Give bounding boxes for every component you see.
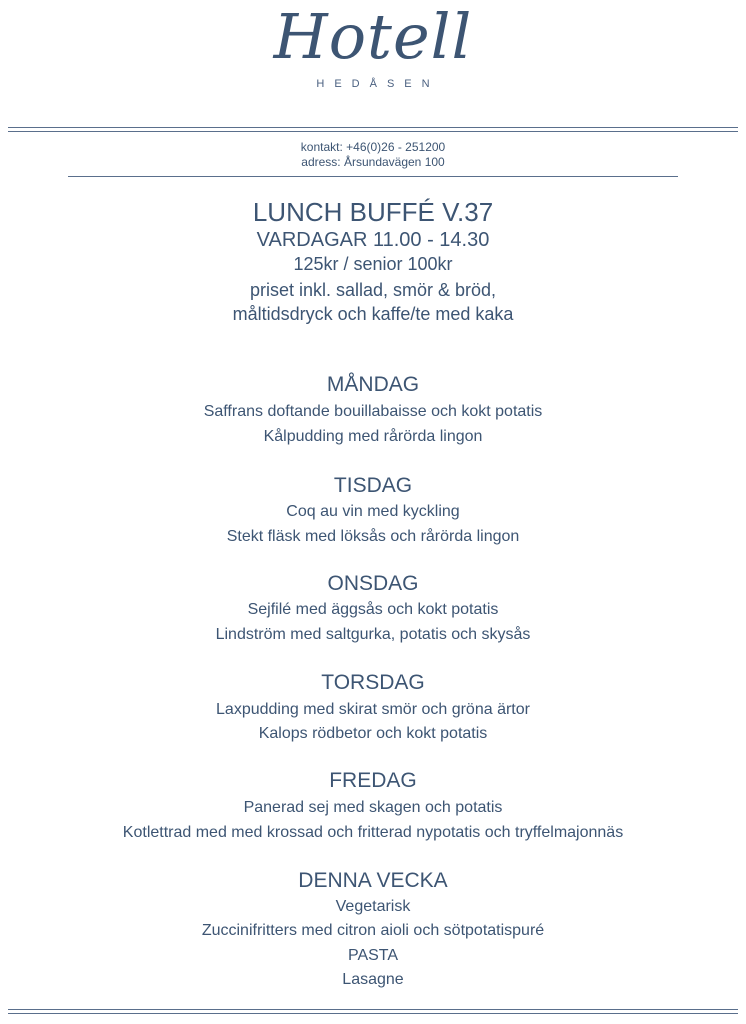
dish-this-week-3: PASTA bbox=[347, 947, 399, 964]
day-heading-tuesday: TISDAG bbox=[333, 474, 413, 497]
price-includes-1: priset inkl. sallad, smör & bröd, bbox=[249, 280, 497, 300]
menu-title: LUNCH BUFFÉ V.37 bbox=[252, 197, 494, 227]
contact-address: adress: Årsundavägen 100 bbox=[301, 155, 445, 169]
day-heading-friday: FREDAG bbox=[329, 769, 417, 792]
day-heading-thursday: TORSDAG bbox=[321, 671, 425, 694]
dish-monday-2: Kålpudding med rårörda lingon bbox=[263, 428, 483, 445]
dish-thursday-1: Laxpudding med skirat smör och gröna ärtor bbox=[216, 701, 530, 718]
dish-wednesday-2: Lindström med saltgurka, potatis och skysås bbox=[215, 626, 531, 643]
top-divider bbox=[8, 127, 738, 128]
price: 125kr / senior 100kr bbox=[293, 254, 453, 274]
bottom-divider-second bbox=[8, 1013, 738, 1014]
dish-this-week-1: Vegetarisk bbox=[335, 898, 411, 915]
dish-tuesday-2: Stekt fläsk med löksås och rårörda lingon bbox=[226, 528, 520, 545]
hotel-logo-subtitle: HEDÅSEN bbox=[316, 78, 440, 90]
dish-this-week-2: Zuccinifritters med citron aioli och sötpotatispuré bbox=[201, 922, 545, 939]
opening-hours: VARDAGAR 11.00 - 14.30 bbox=[256, 229, 490, 251]
bottom-divider bbox=[8, 1009, 738, 1010]
day-heading-wednesday: ONSDAG bbox=[327, 572, 419, 595]
dish-friday-2: Kotlettrad med med krossad och fritterad nypotatis och tryffelmajonnäs bbox=[122, 824, 624, 841]
price-includes-2: måltidsdryck och kaffe/te med kaka bbox=[232, 304, 514, 324]
day-heading-this-week: DENNA VECKA bbox=[298, 869, 448, 892]
dish-this-week-4: Lasagne bbox=[342, 971, 404, 988]
hotel-logo: Hotell bbox=[273, 0, 473, 73]
dish-tuesday-1: Coq au vin med kyckling bbox=[286, 503, 460, 520]
top-divider-second bbox=[8, 131, 738, 132]
contact-phone: kontakt: +46(0)26 - 251200 bbox=[300, 140, 446, 154]
dish-wednesday-1: Sejfilé med äggsås och kokt potatis bbox=[247, 601, 499, 618]
dish-monday-1: Saffrans doftande bouillabaisse och kokt potatis bbox=[203, 403, 543, 420]
dish-thursday-2: Kalops rödbetor och kokt potatis bbox=[258, 725, 488, 742]
day-heading-monday: MÅNDAG bbox=[326, 373, 420, 396]
dish-friday-1: Panerad sej med skagen och potatis bbox=[243, 799, 503, 816]
contact-divider bbox=[68, 176, 678, 177]
